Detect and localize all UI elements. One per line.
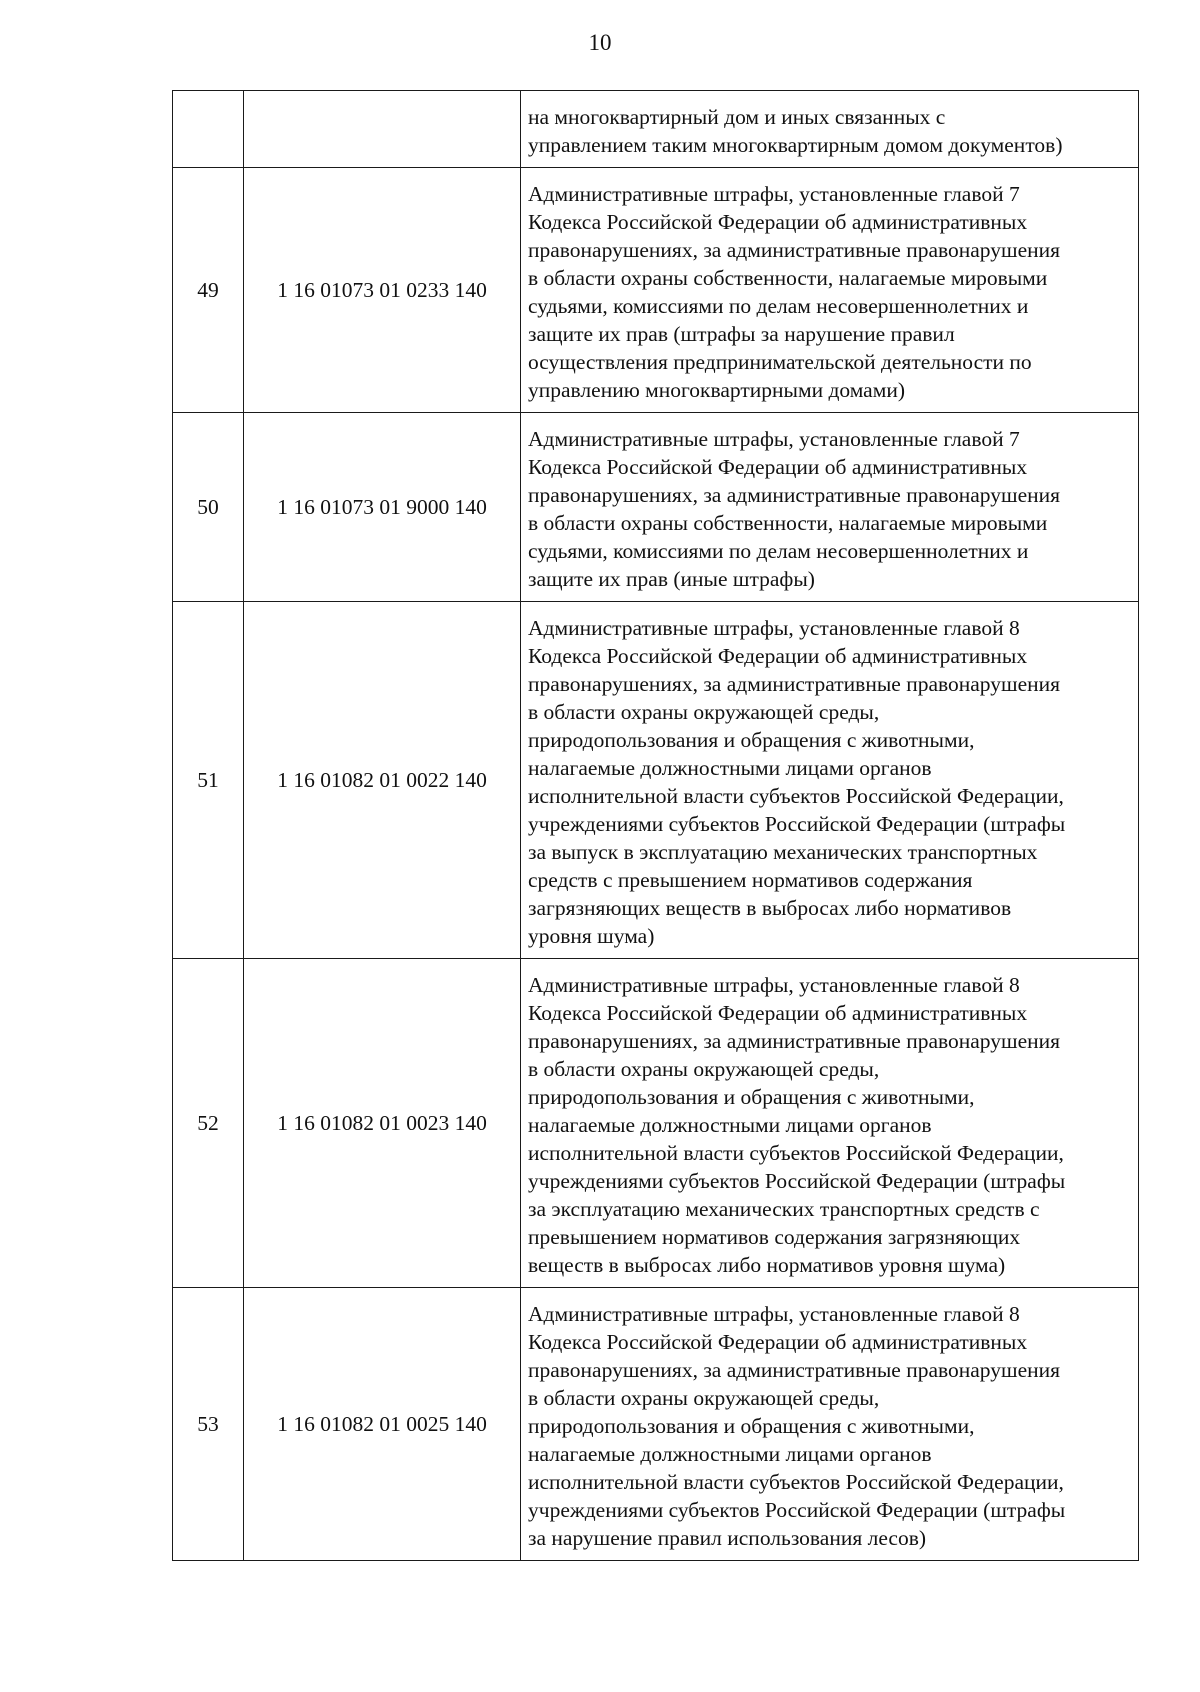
description-line: учреждениями субъектов Российской Федерации (штрафы bbox=[528, 812, 1066, 836]
budget-code bbox=[244, 91, 521, 168]
description-line: правонарушениях, за административные правонарушения bbox=[528, 1029, 1061, 1053]
description-line: налагаемые должностными лицами органов bbox=[528, 756, 932, 780]
budget-code: 1 16 01082 01 0023 140 bbox=[244, 959, 521, 1288]
table-row bbox=[173, 959, 1139, 1288]
description-line: исполнительной власти субъектов Российской Федерации, bbox=[528, 784, 1064, 808]
description-line: Административные штрафы, установленные главой 7 bbox=[528, 427, 1020, 451]
description-line: превышением нормативов содержания загрязняющих bbox=[528, 1225, 1021, 1249]
budget-code: 1 16 01082 01 0022 140 bbox=[244, 602, 521, 959]
row-description bbox=[521, 1288, 1139, 1561]
description-line: исполнительной власти субъектов Российской Федерации, bbox=[528, 1141, 1064, 1165]
description-line: природопользования и обращения с животными, bbox=[528, 1085, 975, 1109]
description-line: уровня шума) bbox=[528, 924, 655, 948]
table-row bbox=[173, 1288, 1139, 1561]
row-description bbox=[521, 413, 1139, 602]
page-number: 10 bbox=[588, 30, 612, 55]
row-description bbox=[521, 602, 1139, 959]
description-line: Административные штрафы, установленные главой 8 bbox=[528, 616, 1020, 640]
description-line: осуществления предпринимательской деятельности по bbox=[528, 350, 1032, 374]
budget-code: 1 16 01082 01 0025 140 bbox=[244, 1288, 521, 1561]
row-number: 51 bbox=[173, 602, 244, 959]
description-line: правонарушениях, за административные правонарушения bbox=[528, 483, 1061, 507]
description-line: за выпуск в эксплуатацию механических транспортных bbox=[528, 840, 1038, 864]
description-line: правонарушениях, за административные правонарушения bbox=[528, 1358, 1061, 1382]
table-body bbox=[173, 91, 1139, 1561]
description-line: за нарушение правил использования лесов) bbox=[528, 1526, 927, 1550]
description-line: в области охраны собственности, налагаемые мировыми bbox=[528, 266, 1048, 290]
row-number: 49 bbox=[173, 168, 244, 413]
description-line: учреждениями субъектов Российской Федерации (штрафы bbox=[528, 1169, 1066, 1193]
table-row bbox=[173, 602, 1139, 959]
description-line: на многоквартирный дом и иных связанных с bbox=[528, 105, 946, 129]
row-number bbox=[173, 91, 244, 168]
description-line: загрязняющих веществ в выбросах либо нормативов bbox=[528, 896, 1012, 920]
description-line: Административные штрафы, установленные главой 7 bbox=[528, 182, 1020, 206]
description-line: налагаемые должностными лицами органов bbox=[528, 1113, 932, 1137]
description-line: природопользования и обращения с животными, bbox=[528, 728, 975, 752]
description-line: Административные штрафы, установленные главой 8 bbox=[528, 973, 1020, 997]
description-line: в области охраны собственности, налагаемые мировыми bbox=[528, 511, 1048, 535]
table-row bbox=[173, 168, 1139, 413]
description-line: Кодекса Российской Федерации об административных bbox=[528, 1001, 1028, 1025]
table-row bbox=[173, 91, 1139, 168]
description-line: защите их прав (штрафы за нарушение правил bbox=[528, 322, 955, 346]
description-line: правонарушениях, за административные правонарушения bbox=[528, 238, 1061, 262]
description-line: Административные штрафы, установленные главой 8 bbox=[528, 1302, 1020, 1326]
description-line: управлением таким многоквартирным домом документов) bbox=[528, 133, 1063, 157]
description-line: Кодекса Российской Федерации об административных bbox=[528, 455, 1028, 479]
description-line: судьями, комиссиями по делам несовершеннолетних и bbox=[528, 294, 1029, 318]
description-line: в области охраны окружающей среды, bbox=[528, 700, 880, 724]
row-number: 50 bbox=[173, 413, 244, 602]
description-line: управлению многоквартирными домами) bbox=[528, 378, 905, 402]
description-line: за эксплуатацию механических транспортных средств с bbox=[528, 1197, 1040, 1221]
description-line: правонарушениях, за административные правонарушения bbox=[528, 672, 1061, 696]
description-line: учреждениями субъектов Российской Федерации (штрафы bbox=[528, 1498, 1066, 1522]
description-line: судьями, комиссиями по делам несовершеннолетних и bbox=[528, 539, 1029, 563]
description-line: защите их прав (иные штрафы) bbox=[528, 567, 815, 591]
description-line: средств с превышением нормативов содержания bbox=[528, 868, 973, 892]
row-description bbox=[521, 91, 1139, 168]
description-line: в области охраны окружающей среды, bbox=[528, 1386, 880, 1410]
description-line: Кодекса Российской Федерации об административных bbox=[528, 644, 1028, 668]
row-number: 52 bbox=[173, 959, 244, 1288]
description-line: налагаемые должностными лицами органов bbox=[528, 1442, 932, 1466]
table-row bbox=[173, 413, 1139, 602]
row-number: 53 bbox=[173, 1288, 244, 1561]
row-description bbox=[521, 959, 1139, 1288]
description-line: Кодекса Российской Федерации об административных bbox=[528, 210, 1028, 234]
description-line: Кодекса Российской Федерации об административных bbox=[528, 1330, 1028, 1354]
row-description bbox=[521, 168, 1139, 413]
description-line: природопользования и обращения с животными, bbox=[528, 1414, 975, 1438]
budget-code: 1 16 01073 01 0233 140 bbox=[244, 168, 521, 413]
description-line: веществ в выбросах либо нормативов уровня шума) bbox=[528, 1253, 1006, 1277]
description-line: исполнительной власти субъектов Российской Федерации, bbox=[528, 1470, 1064, 1494]
budget-code: 1 16 01073 01 9000 140 bbox=[244, 413, 521, 602]
fines-table bbox=[172, 90, 1139, 1561]
description-line: в области охраны окружающей среды, bbox=[528, 1057, 880, 1081]
